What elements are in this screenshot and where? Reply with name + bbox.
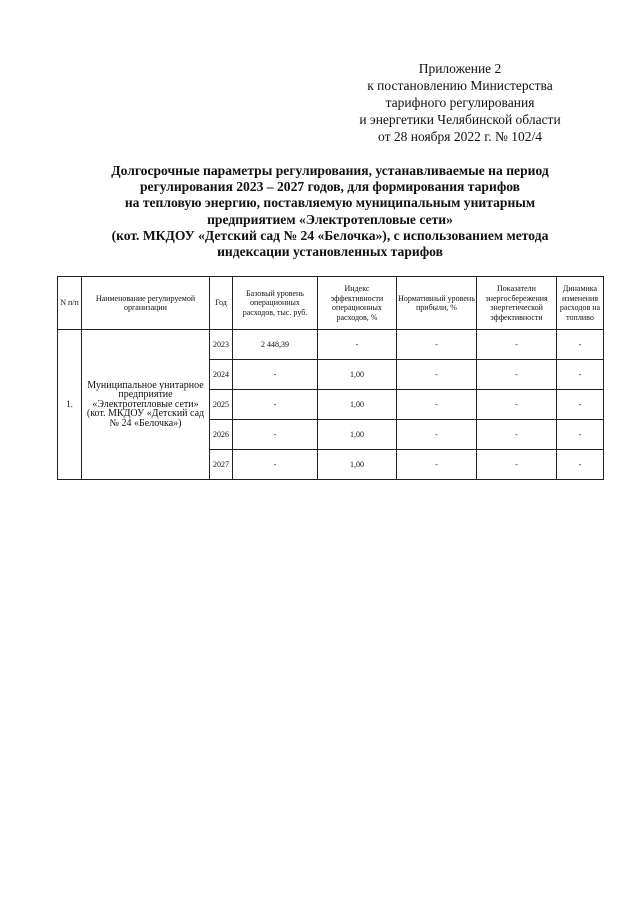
header-profit-level: Нормативный уровень прибыли, %: [397, 277, 477, 330]
profit-level-cell: -: [397, 420, 477, 450]
header-fuel-dynamics: Динамика изменения расходов на топливо: [557, 277, 604, 330]
fuel-dynamics-cell: -: [557, 360, 604, 390]
energy-saving-cell: -: [477, 390, 557, 420]
title-line: индексации установленных тарифов: [217, 244, 443, 260]
fuel-dynamics-cell: -: [557, 330, 604, 360]
appendix-line: к постановлению Министерства: [367, 78, 553, 93]
appendix-line: от 28 ноября 2022 г. № 102/4: [378, 129, 542, 144]
base-level-cell: -: [233, 390, 318, 420]
row-number: 1.: [58, 330, 82, 480]
efficiency-index-cell: -: [318, 330, 397, 360]
base-level-cell: -: [233, 420, 318, 450]
appendix-line: Приложение 2: [418, 61, 502, 76]
parameters-table: [57, 276, 604, 480]
title-line: регулирования 2023 – 2027 годов, для формирования тарифов: [139, 179, 521, 195]
profit-level-cell: -: [397, 450, 477, 480]
fuel-dynamics-cell: -: [557, 450, 604, 480]
efficiency-index-cell: 1,00: [318, 390, 397, 420]
year-cell: 2026: [210, 420, 233, 450]
profit-level-cell: -: [397, 360, 477, 390]
energy-saving-cell: -: [477, 420, 557, 450]
efficiency-index-cell: 1,00: [318, 360, 397, 390]
year-cell: 2024: [210, 360, 233, 390]
table-header-row: [58, 277, 604, 330]
efficiency-index-cell: 1,00: [318, 450, 397, 480]
base-level-cell: 2 448,39: [233, 330, 318, 360]
fuel-dynamics-cell: -: [557, 390, 604, 420]
appendix-line: и энергетики Челябинской области: [359, 112, 561, 127]
appendix-line: тарифного регулирования: [385, 95, 535, 110]
title-line: предприятием «Электротепловые сети»: [207, 211, 453, 227]
appendix-block: [340, 60, 580, 145]
energy-saving-cell: -: [477, 360, 557, 390]
header-energy-saving: Показатели энергосбережения энергетической эффективности: [477, 277, 557, 330]
year-cell: 2023: [210, 330, 233, 360]
efficiency-index-cell: 1,00: [318, 420, 397, 450]
title-line: Долгосрочные параметры регулирования, устанавливаемые на период: [111, 163, 549, 178]
header-organization: Наименование регулируемой организации: [82, 277, 210, 330]
organization-name: Муниципальное унитарное предприятие «Электротепловые сети» (кот. МКДОУ «Детский сад № 24 «Белочка»): [82, 330, 210, 480]
document-title: [70, 163, 590, 260]
profit-level-cell: -: [397, 330, 477, 360]
title-line: (кот. МКДОУ «Детский сад № 24 «Белочка»), с использованием метода: [111, 227, 549, 243]
header-year: Год: [210, 277, 233, 330]
header-base-level: Базовый уровень операционных расходов, тыс. руб.: [233, 277, 318, 330]
header-num: N п/п: [58, 277, 82, 330]
base-level-cell: -: [233, 360, 318, 390]
year-cell: 2027: [210, 450, 233, 480]
profit-level-cell: -: [397, 390, 477, 420]
base-level-cell: -: [233, 450, 318, 480]
header-efficiency-index: Индекс эффективности операционных расходов, %: [318, 277, 397, 330]
energy-saving-cell: -: [477, 450, 557, 480]
year-cell: 2025: [210, 390, 233, 420]
fuel-dynamics-cell: -: [557, 420, 604, 450]
energy-saving-cell: -: [477, 330, 557, 360]
title-line: на тепловую энергию, поставляемую муниципальным унитарным: [124, 195, 536, 211]
table-row: [58, 330, 604, 360]
